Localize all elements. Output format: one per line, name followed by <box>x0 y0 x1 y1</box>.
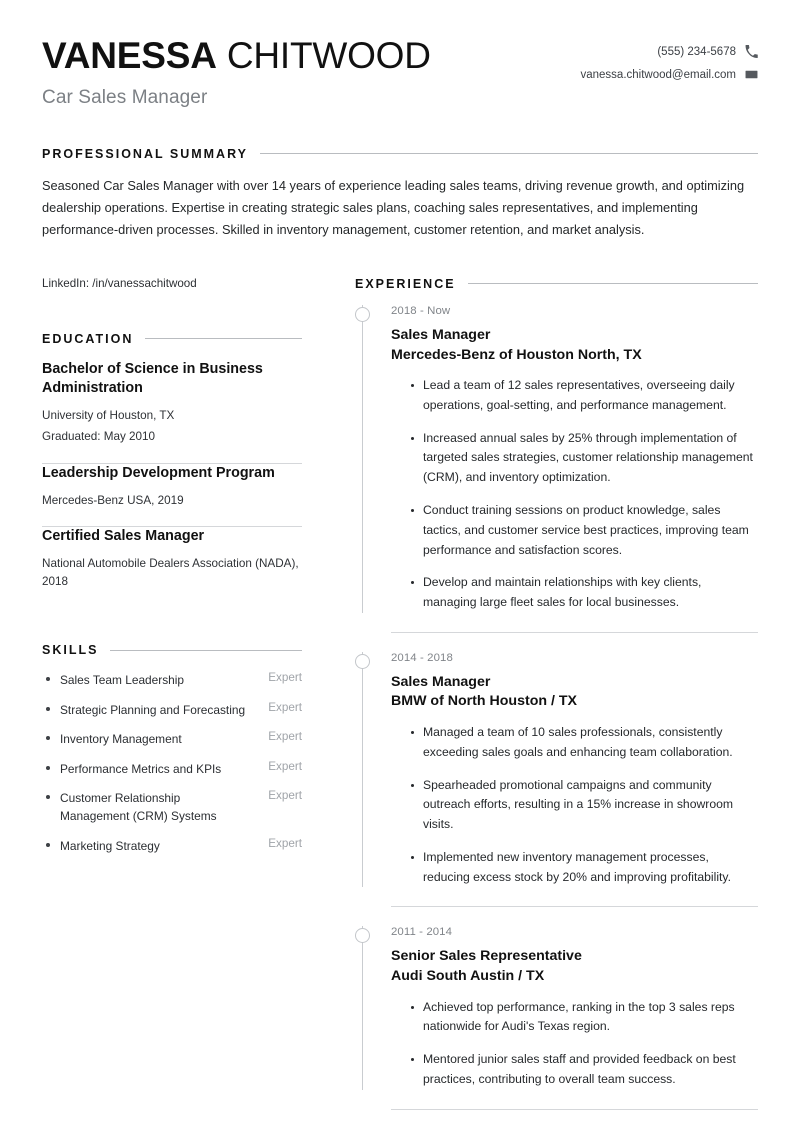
list-item: Conduct training sessions on product knowledge, sales tactics, and customer service best practices, improving team performance and satisfaction scores. <box>411 501 758 560</box>
list-item: Lead a team of 12 sales representatives, overseeing daily operations, goal-setting, and performance management. <box>411 376 758 416</box>
bullet-icon <box>46 795 50 799</box>
experience-dates: 2011 - 2014 <box>391 926 453 939</box>
experience-role: Sales Manager <box>391 326 491 343</box>
experience-role: Senior Sales Representative <box>391 948 582 965</box>
envelope-icon <box>745 68 758 81</box>
list-item: Achieved top performance, ranking in the top 3 sales reps nationwide for Audi's Texas region. <box>411 998 758 1038</box>
skill-level: Expert <box>268 671 302 685</box>
skill-level: Expert <box>268 836 302 850</box>
timeline-rail <box>362 652 363 888</box>
experience-item <box>355 305 758 613</box>
experience-dates: 2014 - 2018 <box>391 651 453 664</box>
body-columns <box>42 277 758 1129</box>
list-item <box>42 760 302 778</box>
summary-section-header <box>42 147 758 161</box>
experience-section-header <box>355 277 758 291</box>
experience-bullets <box>391 723 758 887</box>
experience-company: Audi South Austin / TX <box>391 967 545 984</box>
candidate-name <box>42 36 581 76</box>
skills-heading: SKILLS <box>42 643 99 658</box>
education-degree: Leadership Development Program <box>42 464 275 481</box>
list-item <box>42 671 302 689</box>
timeline-rail <box>362 926 363 1089</box>
skill-name: Marketing Strategy <box>60 838 160 853</box>
heading-rule <box>110 650 302 651</box>
education-heading: EDUCATION <box>42 331 134 346</box>
contact-block <box>581 36 759 81</box>
left-column <box>42 277 302 866</box>
divider <box>391 906 758 907</box>
education-section <box>42 332 302 607</box>
timeline-rail <box>362 305 363 613</box>
first-name: VANESSA <box>42 35 217 76</box>
page-title: Car Sales Manager <box>42 86 208 108</box>
divider <box>391 1109 758 1110</box>
skills-section-header <box>42 643 302 657</box>
list-item: Mentored junior sales staff and provided feedback on best practices, contributing to overall team success. <box>411 1050 758 1090</box>
skill-level: Expert <box>268 759 302 773</box>
experience-item <box>355 652 758 888</box>
experience-item <box>355 926 758 1089</box>
education-degree: Certified Sales Manager <box>42 527 205 544</box>
bullet-icon <box>46 766 50 770</box>
skill-name: Inventory Management <box>60 732 182 747</box>
bullet-icon <box>46 707 50 711</box>
skill-name: Performance Metrics and KPIs <box>60 761 222 776</box>
experience-company: Mercedes-Benz of Houston North, TX <box>391 346 642 363</box>
list-item: Managed a team of 10 sales professionals, consistently exceeding sales goals and enhancing team collaboration. <box>411 723 758 763</box>
education-institution: National Automobile Dealers Association (NADA), 2018 <box>42 556 299 589</box>
summary-text: Seasoned Car Sales Manager with over 14 years of experience leading sales teams, driving revenue growth, and optimizing dealership operations. Expertise in creating strategic sales plans, coaching sales representatives, and implementing performance-driven processes. Skilled in inventory management, customer retention, and market analysis. <box>42 177 745 237</box>
experience-bullets <box>391 998 758 1090</box>
timeline-marker-icon <box>355 928 370 943</box>
bullet-icon <box>46 843 50 847</box>
skills-section <box>42 643 302 855</box>
experience-company: BMW of North Houston / TX <box>391 693 577 710</box>
resume-header <box>42 28 758 109</box>
contact-email[interactable] <box>581 68 759 81</box>
phone-number: (555) 234-5678 <box>657 45 736 58</box>
heading-rule <box>260 153 758 154</box>
experience-timeline <box>355 305 758 1110</box>
linkedin-link[interactable]: LinkedIn: /in/vanessachitwood <box>42 276 197 290</box>
list-item <box>42 730 302 748</box>
list-item: Increased annual sales by 25% through implementation of targeted sales strategies, customer relationship management (CRM), and inventory optimization. <box>411 429 758 488</box>
timeline-marker-icon <box>355 307 370 322</box>
list-item: Develop and maintain relationships with key clients, managing large fleet sales for local businesses. <box>411 573 758 613</box>
phone-icon <box>745 45 758 58</box>
education-item <box>42 464 302 526</box>
education-item <box>42 527 302 607</box>
right-column <box>355 277 758 1129</box>
education-date: Graduated: May 2010 <box>42 430 156 444</box>
timeline-marker-icon <box>355 654 370 669</box>
list-item: Implemented new inventory management processes, reducing excess stock by 20% and improving profitability. <box>411 848 758 888</box>
bullet-icon <box>46 736 50 740</box>
education-institution: Mercedes-Benz USA, 2019 <box>42 493 184 507</box>
skill-level: Expert <box>268 700 302 714</box>
education-item <box>42 360 302 463</box>
experience-heading: EXPERIENCE <box>355 276 456 291</box>
heading-rule <box>468 283 758 284</box>
education-institution: University of Houston, TX <box>42 409 175 423</box>
heading-rule <box>145 338 302 339</box>
divider <box>391 632 758 633</box>
experience-role: Sales Manager <box>391 673 491 690</box>
list-item <box>42 701 302 719</box>
education-degree: Bachelor of Science in Business Administration <box>42 360 263 397</box>
list-item <box>42 789 302 826</box>
summary-section <box>42 147 758 241</box>
experience-dates: 2018 - Now <box>391 304 451 317</box>
identity-block <box>42 36 581 109</box>
list-item <box>42 837 302 855</box>
skill-name: Sales Team Leadership <box>60 673 185 688</box>
education-section-header <box>42 332 302 346</box>
experience-bullets <box>391 376 758 613</box>
skill-name: Customer Relationship Management (CRM) Systems <box>60 791 217 824</box>
list-item: Spearheaded promotional campaigns and community outreach efforts, resulting in a 15% increase in showroom visits. <box>411 776 758 835</box>
last-name: CHITWOOD <box>226 35 431 76</box>
skill-level: Expert <box>268 730 302 744</box>
contact-phone[interactable] <box>657 45 758 58</box>
email-address: vanessa.chitwood@email.com <box>580 68 736 81</box>
skill-name: Strategic Planning and Forecasting <box>60 702 246 717</box>
bullet-icon <box>46 677 50 681</box>
skill-level: Expert <box>268 789 302 803</box>
summary-heading: PROFESSIONAL SUMMARY <box>42 146 248 161</box>
